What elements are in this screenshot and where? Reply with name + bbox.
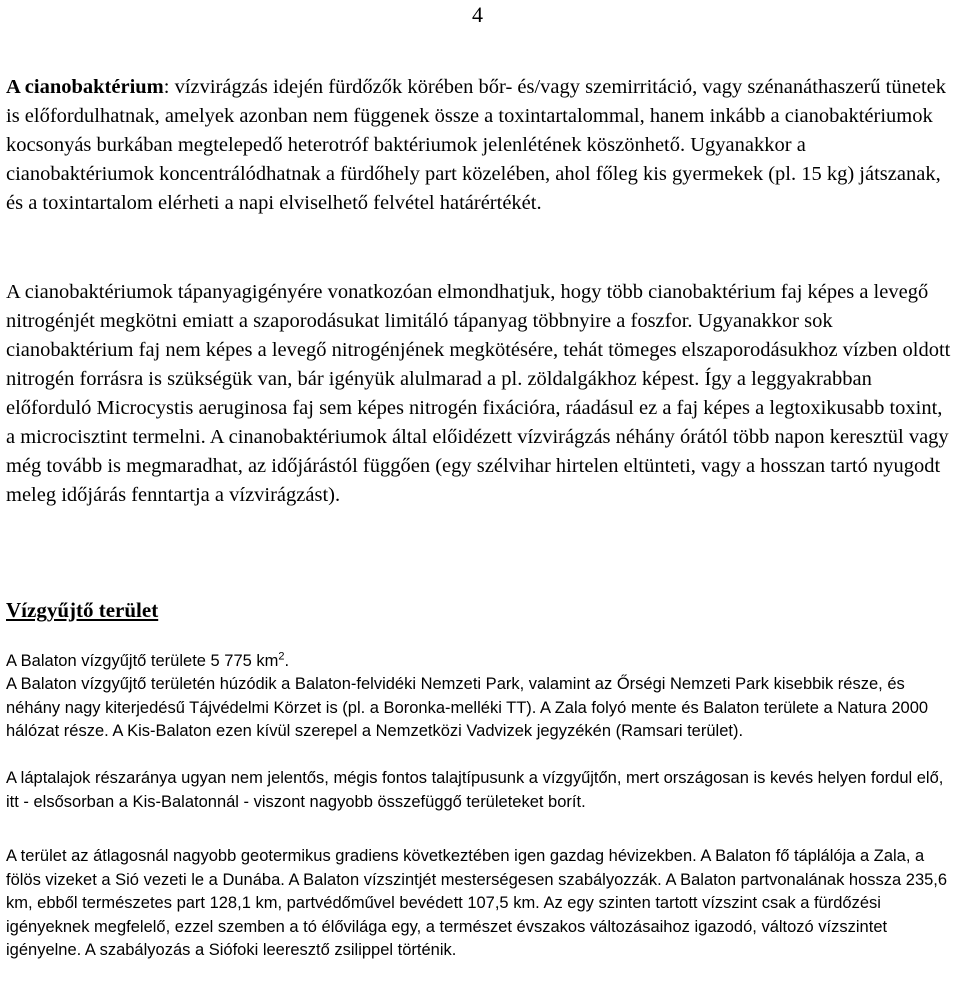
cyanobacteria-paragraph: [6, 73, 956, 218]
term-cyanobacteria: A cianobaktérium: [6, 76, 164, 98]
area-text: A Balaton vízgyűjtő területe 5 775 km: [6, 652, 279, 670]
area-superscript: 2: [278, 650, 285, 663]
page-number: 4: [472, 2, 483, 27]
peat-soil-paragraph: A láptalajok részaránya ugyan nem jelentős, mégis fontos talajtípusunk a vízgyűjtőn, mert országosan is kevés helyen fordul elő, itt - elsősorban a Kis-Balatonnál - viszont nagyobb összefüggő területeket borít.: [6, 769, 944, 811]
nutrient-paragraph: A cianobaktériumok tápanyagigényére vonatkozóan elmondhatjuk, hogy több cianobaktérium faj képes a levegő nitrogénjét megkötni emiatt a szaporodásukat limitáló tápanyag többnyire a foszfor. Ugyanakkor sok cianobaktérium faj nem képes a levegő nitrogénjének megkötésére, tehát tömeges elszaporodásukhoz vízben oldott nitrogén forrásra is szükségük van, bár igényük alulmarad a pl. zöldalgákhoz képest. Így a leggyakrabban előforduló Microcystis aeruginosa faj sem képes nitrogén fixációra, ráadásul ez a faj képes a legtoxikusabb toxint, a microcisztint termelni. A cinanobaktériumok által előidézett vízvirágzás néhány órától több napon keresztül vagy még tovább is megmaradhat, az időjárástól függően (egy szélvihar hirtelen eltünteti, vagy a hosszan tartó nyugodt meleg időjárás fenntartja a vízvirágzást).: [6, 281, 951, 506]
protected-areas-paragraph: A Balaton vízgyűjtő területén húzódik a Balaton-felvidéki Nemzeti Park, valamint az Őrségi Nemzeti Park kisebbik része, és néhány nagy kiterjedésű Tájvédelmi Körzet is (pl. a Boronka-melléki TT). A Zala folyó mente és Balaton területe a Natura 2000 hálózat része. A Kis-Balaton ezen kívül szerepel a Nemzetközi Vadvizek jegyzékén (Ramsari terület).: [6, 675, 929, 740]
catchment-area-line: [6, 650, 956, 674]
section-heading: Vízgyűjtő terület: [6, 598, 159, 622]
paragraph-text: : vízvirágzás idején fürdőzők körében bőr- és/vagy szemirritáció, vagy szénanáthaszerű tünetek is előfordulhatnak, amelyek azonban nem függenek össze a toxintartalommal, hanem inkább a cianobaktériumok kocsonyás burkában megtelepedő heterotróf baktériumok jelenlétének köszönhető. Ugyanakkor a cianobaktériumok koncentrálódhatnak a fürdőhely part közelében, ahol főleg kis gyermekek (pl. 15 kg) játszanak, és a toxintartalom elérheti a napi elviselhető felvétel határértékét.: [6, 76, 947, 214]
geothermal-paragraph: A terület az átlagosnál nagyobb geotermikus gradiens következtében igen gazdag hévizekben. A Balaton fő táplálója a Zala, a fölös vizeket a Sió vezeti le a Dunába. A Balaton vízszintjét mesterségesen szabályozzák. A Balaton partvonalának hossza 235,6 km, ebből természetes part 128,1 km, partvédőművel bevédett 107,5 km. Az egy szinten tartott vízszint csak a fürdőzési igényeknek megfelelő, ezzel szemben a tó élővilága egy, a természet évszakos változásaihoz igazodó, változó vízszintet igényelne. A szabályozás a Siófoki leeresztő zsilippel történik.: [6, 847, 948, 959]
area-end: .: [284, 652, 290, 670]
